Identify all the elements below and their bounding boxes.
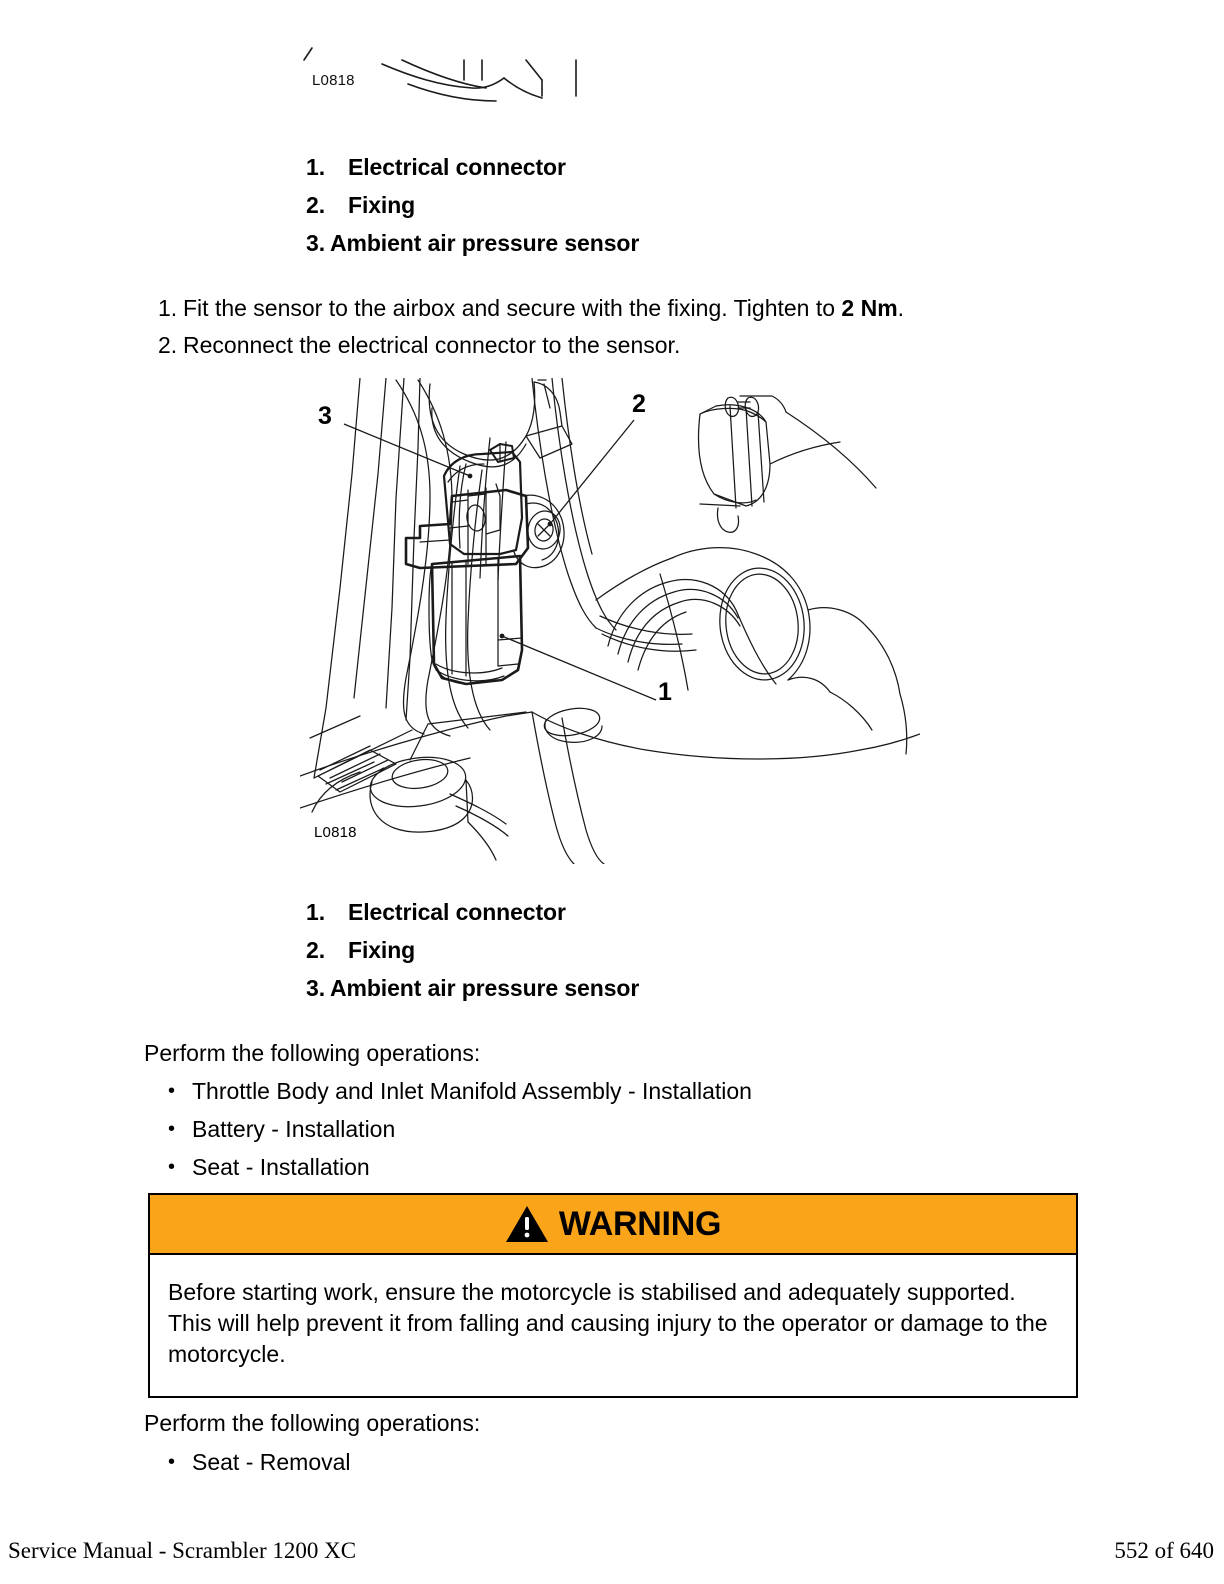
legend-top-item-1-number: 1. xyxy=(306,154,325,180)
footer-page-number: 552 of 640 xyxy=(1114,1538,1214,1563)
procedure-step-1-text-end: . xyxy=(897,295,905,321)
page-footer xyxy=(0,1538,1224,1578)
legend-bottom-item-3 xyxy=(306,969,946,1007)
list-item: • Battery - Installation xyxy=(166,1110,1066,1148)
callout-label-1: 1 xyxy=(658,678,672,706)
callout-1-dot xyxy=(500,634,505,639)
legend-top-item-1 xyxy=(306,148,946,186)
legend-bottom-item-1-label: Electrical connector xyxy=(348,899,566,925)
legend-top-item-3 xyxy=(306,224,946,262)
figure-label: L0818 xyxy=(314,824,357,841)
procedure-step-2-number: 2. xyxy=(158,332,178,358)
legend-top-item-3-label: Ambient air pressure sensor xyxy=(330,230,640,256)
procedure-step-1-torque: 2 Nm xyxy=(841,295,898,321)
procedure-step-1-text: Fit the sensor to the airbox and secure with the fixing. Tighten to xyxy=(183,295,842,321)
legend-top xyxy=(306,148,946,262)
legend-bottom-item-2-label: Fixing xyxy=(348,937,416,963)
warning-body-text: Before starting work, ensure the motorcycle is stabilised and adequately supported. This will help prevent it from falling and causing injury to the operator or damage to the motorcycle. xyxy=(168,1279,1048,1367)
legend-bottom-item-2-number: 2. xyxy=(306,937,325,963)
legend-bottom-item-3-label: Ambient air pressure sensor xyxy=(330,975,640,1001)
callout-label-2: 2 xyxy=(632,390,646,418)
callout-2-dot xyxy=(548,522,553,527)
legend-bottom-item-2 xyxy=(306,931,946,969)
callout-label-3: 3 xyxy=(318,402,332,430)
legend-bottom-item-1 xyxy=(306,893,946,931)
procedure-step-2 xyxy=(158,327,1108,364)
callout-3-leader xyxy=(344,424,470,476)
list-item: • Seat - Removal xyxy=(166,1443,1066,1481)
operations-removal-intro: Perform the following operations: xyxy=(144,1410,481,1436)
warning-header xyxy=(150,1195,1076,1255)
list-item: • Seat - Installation xyxy=(166,1148,1066,1186)
procedure-step-1-number: 1. xyxy=(158,295,178,321)
list-item: • Throttle Body and Inlet Manifold Assembly - Installation xyxy=(166,1072,1066,1110)
warning-title: WARNING xyxy=(558,1205,722,1243)
legend-top-item-2-number: 2. xyxy=(306,192,325,218)
legend-top-item-2-label: Fixing xyxy=(348,192,416,218)
procedure-step-2-text: Reconnect the electrical connector to the sensor. xyxy=(183,332,681,358)
footer-manual-title: Service Manual - Scrambler 1200 XC xyxy=(8,1538,357,1563)
warning-triangle-icon xyxy=(505,1204,549,1244)
legend-bottom-item-1-number: 1. xyxy=(306,899,325,925)
operations-install-list xyxy=(166,1072,1066,1186)
legend-top-item-3-number: 3. xyxy=(306,230,325,256)
callout-3-dot xyxy=(468,474,473,479)
legend-top-item-2 xyxy=(306,186,946,224)
legend-top-item-1-label: Electrical connector xyxy=(348,154,566,180)
warning-box xyxy=(148,1193,1078,1398)
callout-2-leader xyxy=(550,420,634,524)
sensor-figure-linework xyxy=(300,378,920,864)
operations-install-intro: Perform the following operations: xyxy=(144,1040,481,1066)
figure-fragment-label: L0818 xyxy=(312,72,355,89)
operations-removal-list xyxy=(166,1443,1066,1481)
sensor-installation-figure xyxy=(300,378,920,864)
legend-bottom xyxy=(306,893,946,1007)
figure-fragment-top xyxy=(290,44,620,106)
procedure-step-1 xyxy=(158,290,1108,327)
procedure-steps xyxy=(158,290,1108,364)
legend-bottom-item-3-number: 3. xyxy=(306,975,325,1001)
